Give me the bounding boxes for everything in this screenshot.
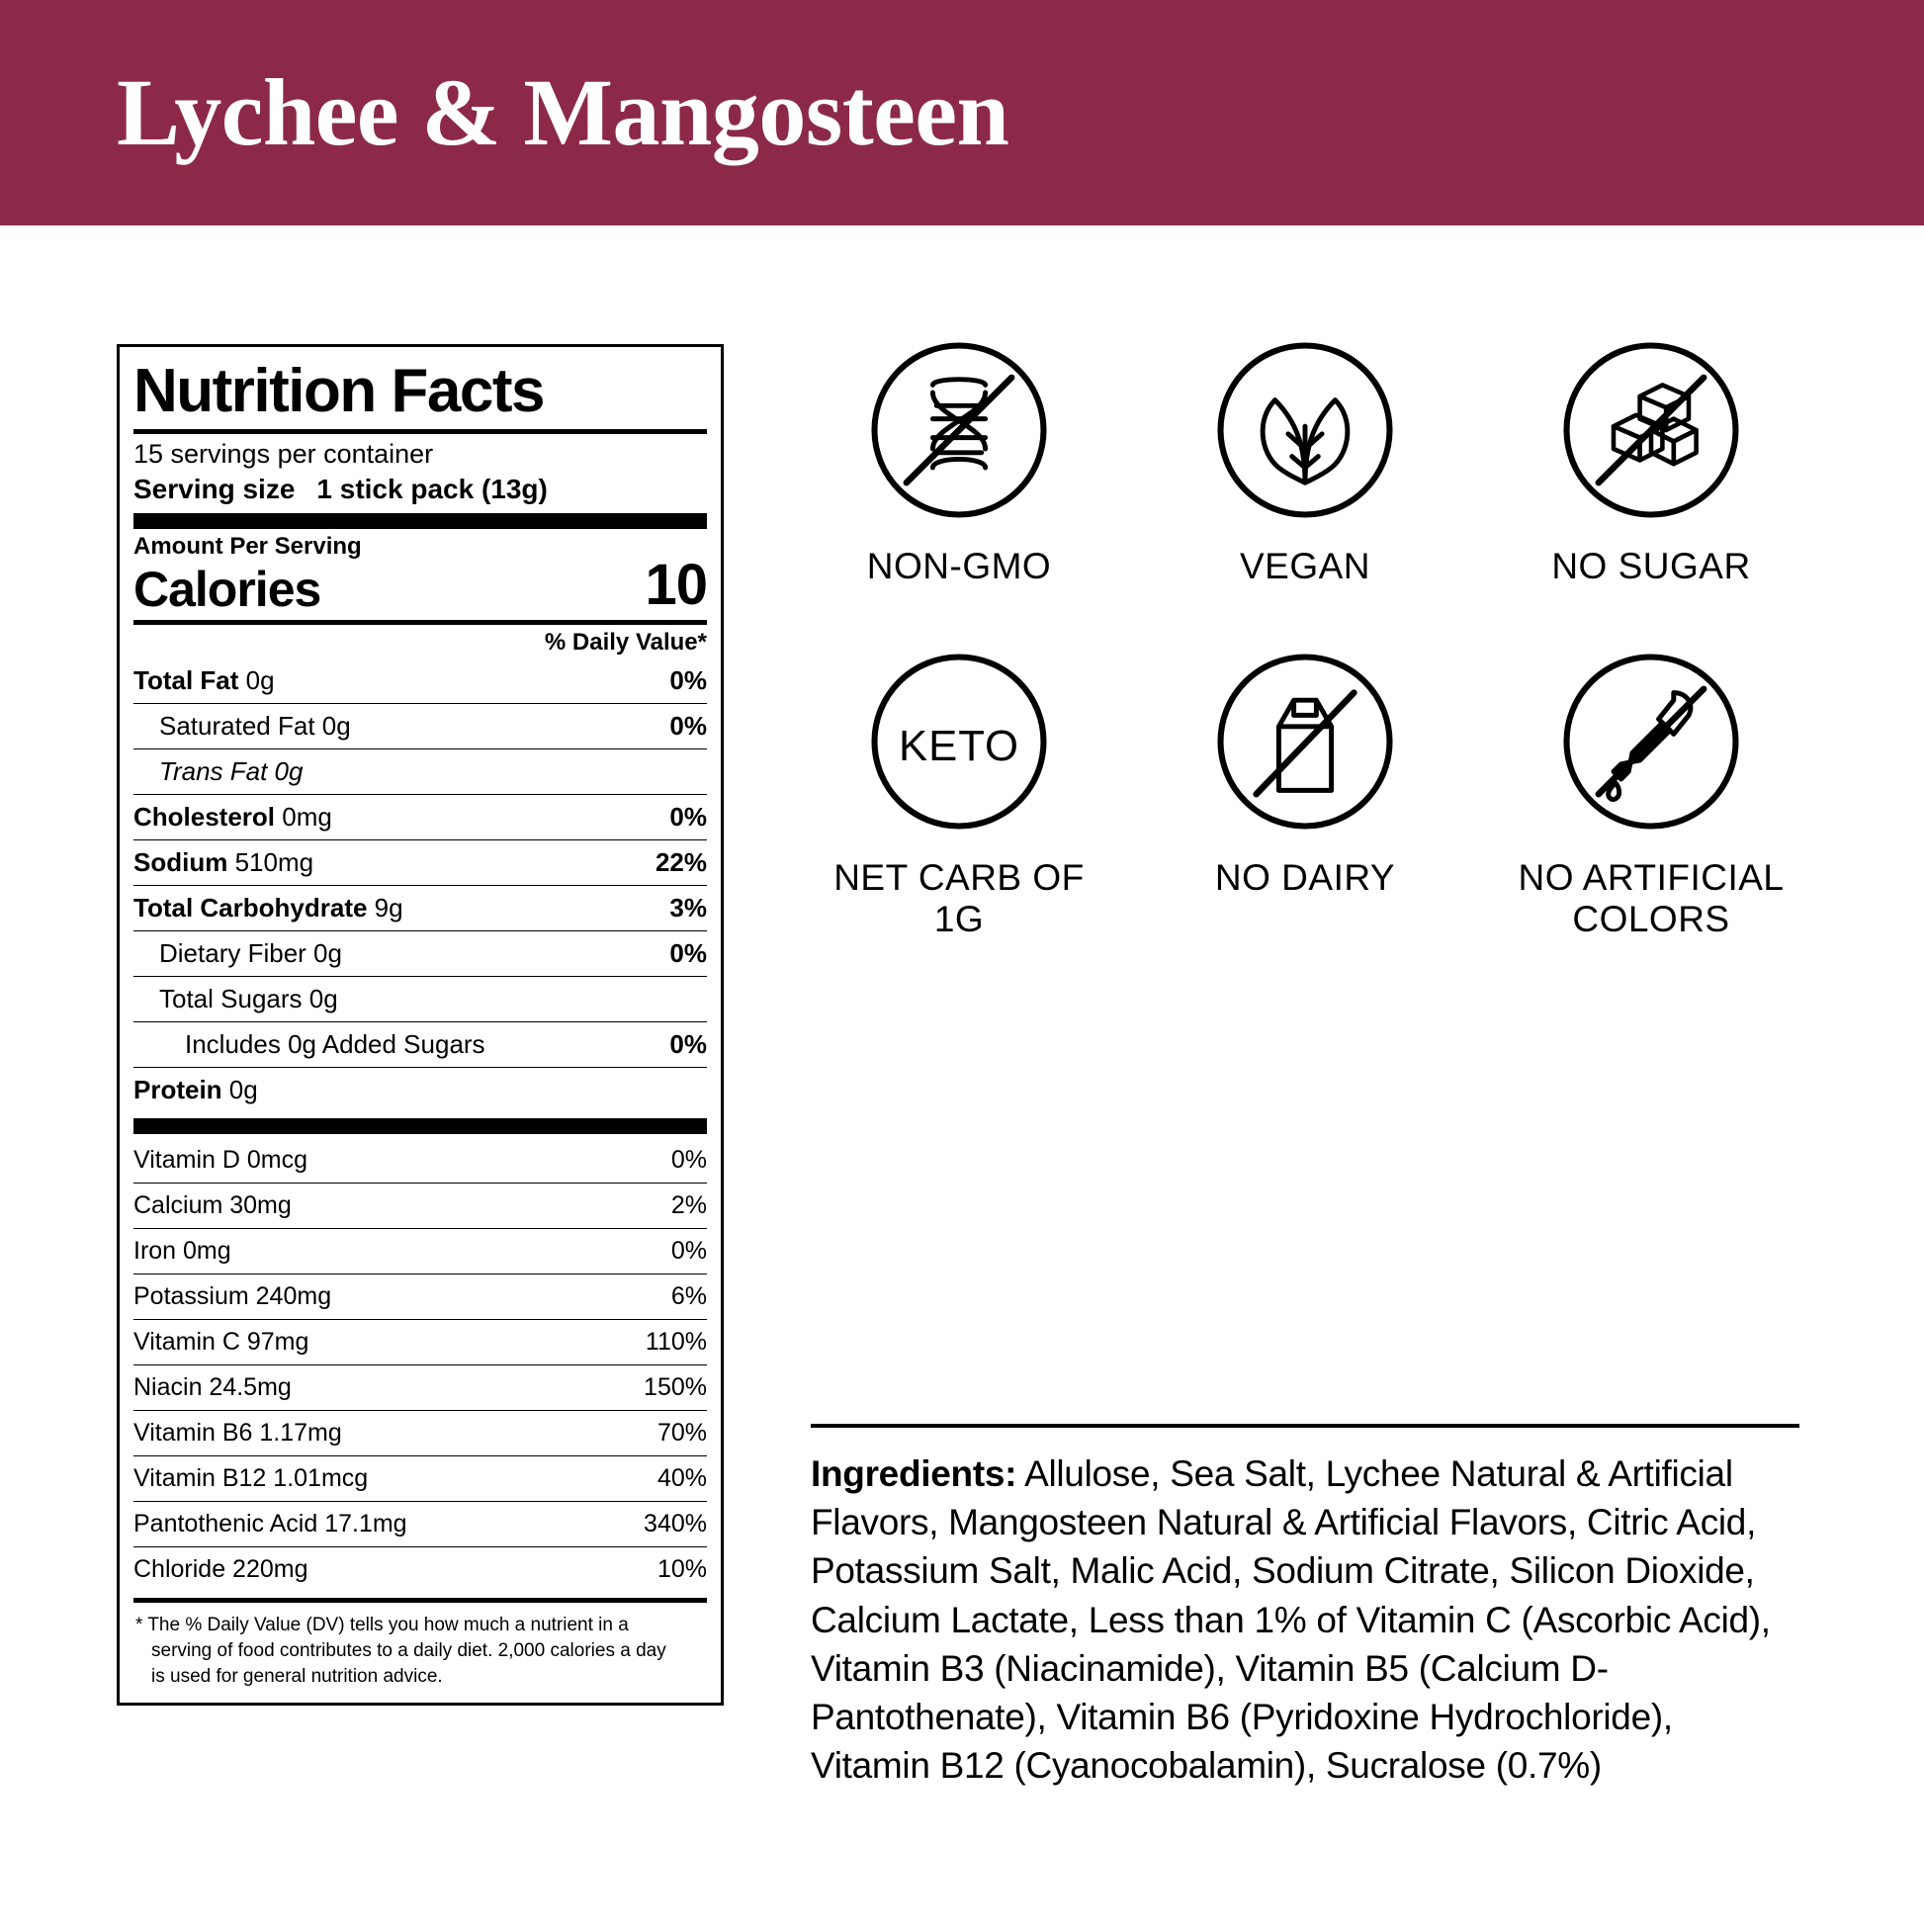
table-row — [133, 703, 707, 748]
nutrient-amount: 9g — [367, 893, 403, 923]
table-row — [133, 1067, 707, 1112]
table-row — [133, 1021, 707, 1067]
table-row — [133, 1273, 707, 1319]
vitamin-dv: 150% — [644, 1373, 707, 1402]
dropper-crossed-out-icon — [1557, 648, 1745, 835]
table-row — [133, 885, 707, 930]
nutrient-dv: 0% — [669, 1029, 707, 1060]
badge-label: NO ARTIFICIAL COLORS — [1518, 856, 1785, 940]
header-banner — [0, 0, 1924, 225]
badge-vegan — [1157, 336, 1453, 588]
svg-text:KETO: KETO — [899, 721, 1019, 770]
badge-label: NON-GMO — [866, 546, 1052, 586]
table-row — [133, 1501, 707, 1546]
nutrient-label: Dietary Fiber 0g — [159, 938, 342, 969]
nutrition-facts-title: Nutrition Facts — [133, 357, 544, 425]
nutrient-dv: 0% — [669, 665, 707, 696]
nutrient-label: Protein — [133, 1075, 222, 1105]
vitamin-dv: 2% — [670, 1191, 707, 1220]
table-row — [133, 1455, 707, 1501]
vitamin-dv: 40% — [656, 1464, 707, 1493]
table-row — [133, 1228, 707, 1273]
dna-crossed-out-icon — [865, 336, 1053, 524]
vitamin-dv: 10% — [656, 1555, 707, 1584]
nutrient-label: Trans Fat 0g — [159, 756, 304, 787]
vitamin-label: Niacin 24.5mg — [133, 1373, 292, 1402]
vitamin-label: Chloride 220mg — [133, 1555, 308, 1584]
badge-row-top — [811, 336, 1799, 588]
badge-no-dairy — [1157, 648, 1453, 941]
vitamin-label: Vitamin B6 1.17mg — [133, 1419, 342, 1448]
table-row — [133, 1364, 707, 1410]
table-row — [133, 794, 707, 839]
serving-size-value: 1 stick pack (13g) — [316, 473, 548, 504]
ingredients-heading: Ingredients: — [811, 1453, 1017, 1494]
nutrient-label: Sodium — [133, 847, 228, 878]
table-row — [133, 748, 707, 794]
footnote-line-2: serving of food contributes to a daily diet. 2,000 calories a day — [151, 1639, 666, 1661]
divider — [133, 429, 707, 434]
ingredients-text — [811, 1449, 1799, 1790]
vitamin-label: Pantothenic Acid 17.1mg — [133, 1510, 407, 1538]
nutrient-label: Includes 0g Added Sugars — [185, 1029, 485, 1060]
sugar-cubes-crossed-out-icon — [1557, 336, 1745, 524]
page-title: Lychee & Mangosteen — [117, 59, 1009, 165]
vitamin-dv: 110% — [645, 1328, 707, 1357]
table-row — [133, 839, 707, 885]
nutrient-dv: 0% — [669, 711, 707, 742]
table-row — [133, 1410, 707, 1455]
vitamin-dv: 70% — [656, 1419, 707, 1448]
nutrient-amount: 510mg — [227, 847, 314, 878]
nutrient-label: Saturated Fat 0g — [159, 711, 351, 742]
nutrient-dv: 0% — [669, 938, 707, 969]
divider-thick — [133, 513, 707, 529]
table-row — [133, 1138, 707, 1183]
nutrient-amount: 0g — [238, 665, 275, 696]
badge-net-carb — [811, 648, 1107, 941]
divider — [133, 620, 707, 625]
badge-non-gmo — [811, 336, 1107, 588]
table-row — [133, 930, 707, 976]
nutrient-amount: 0mg — [275, 802, 332, 833]
certification-badges — [811, 336, 1799, 941]
servings-per-container: 15 servings per container — [133, 439, 434, 470]
vitamin-label: Vitamin B12 1.01mcg — [133, 1464, 369, 1493]
nutrient-label: Total Sugars 0g — [159, 984, 338, 1014]
vitamin-label: Calcium 30mg — [133, 1191, 292, 1220]
vitamin-dv: 0% — [670, 1237, 707, 1266]
divider — [133, 1598, 707, 1603]
table-row — [133, 659, 707, 703]
vitamin-dv: 6% — [670, 1282, 707, 1311]
nutrition-facts-panel — [117, 344, 724, 1706]
keto-icon — [865, 648, 1053, 835]
vitamin-label: Potassium 240mg — [133, 1282, 332, 1311]
nutrient-dv: 22% — [655, 847, 707, 878]
badge-no-artificial-colors — [1503, 648, 1799, 941]
daily-value-footnote — [133, 1613, 707, 1689]
leaf-icon — [1211, 336, 1399, 524]
vitamin-label: Vitamin C 97mg — [133, 1328, 309, 1357]
nutrient-dv: 0% — [669, 802, 707, 833]
vitamin-dv: 340% — [644, 1510, 707, 1538]
nutrient-label: Total Fat — [133, 665, 239, 696]
calories-row — [133, 553, 707, 618]
nutrient-label: Cholesterol — [133, 802, 276, 833]
table-row — [133, 1183, 707, 1228]
badge-label: NET CARB OF 1G — [833, 856, 1085, 940]
ingredients-list: Allulose, Sea Salt, Lychee Natural & Artificial Flavors, Mangosteen Natural & Artificial Flavors, Citric Acid, Potassium Salt, Malic Acid, Sodium Citrate, Silicon Dioxide, Calcium Lactate, Less than 1% of Vitamin C (Ascorbic Acid), Vitamin B3 (Niacinamide), Vitamin B5 (Calcium D-Pantothenate), Vitamin B6 (Pyridoxine Hydrochloride), Vitamin B12 (Cyanocobalamin), Sucralose (0.7%) — [811, 1453, 1771, 1787]
calories-label: Calories — [133, 562, 321, 618]
vitamin-label: Iron 0mg — [133, 1237, 231, 1266]
divider-thick — [133, 1118, 707, 1134]
table-row — [133, 976, 707, 1021]
nutrient-label: Total Carbohydrate — [133, 893, 368, 923]
nutrient-amount: 0g — [221, 1075, 258, 1105]
ingredients-section — [811, 1424, 1799, 1790]
serving-size-label: Serving size — [133, 473, 296, 504]
milk-carton-crossed-out-icon — [1211, 648, 1399, 835]
vitamin-dv: 0% — [670, 1146, 707, 1175]
serving-size-row — [133, 472, 707, 507]
nutrient-dv: 3% — [669, 893, 707, 923]
table-row — [133, 1546, 707, 1592]
table-row — [133, 1319, 707, 1364]
vitamin-label: Vitamin D 0mcg — [133, 1146, 307, 1175]
calories-value: 10 — [645, 553, 707, 618]
daily-value-header: % Daily Value* — [544, 629, 707, 657]
badge-label: VEGAN — [1239, 546, 1371, 586]
badge-label: NO SUGAR — [1551, 546, 1751, 586]
badge-no-sugar — [1503, 336, 1799, 588]
footnote-line-1: * The % Daily Value (DV) tells you how much a nutrient in a — [135, 1615, 629, 1636]
amount-per-serving-label: Amount Per Serving — [133, 533, 362, 561]
footnote-line-3: is used for general nutrition advice. — [151, 1665, 443, 1687]
badge-label: NO DAIRY — [1214, 856, 1396, 898]
badge-row-bottom — [811, 648, 1799, 941]
divider — [811, 1424, 1799, 1428]
